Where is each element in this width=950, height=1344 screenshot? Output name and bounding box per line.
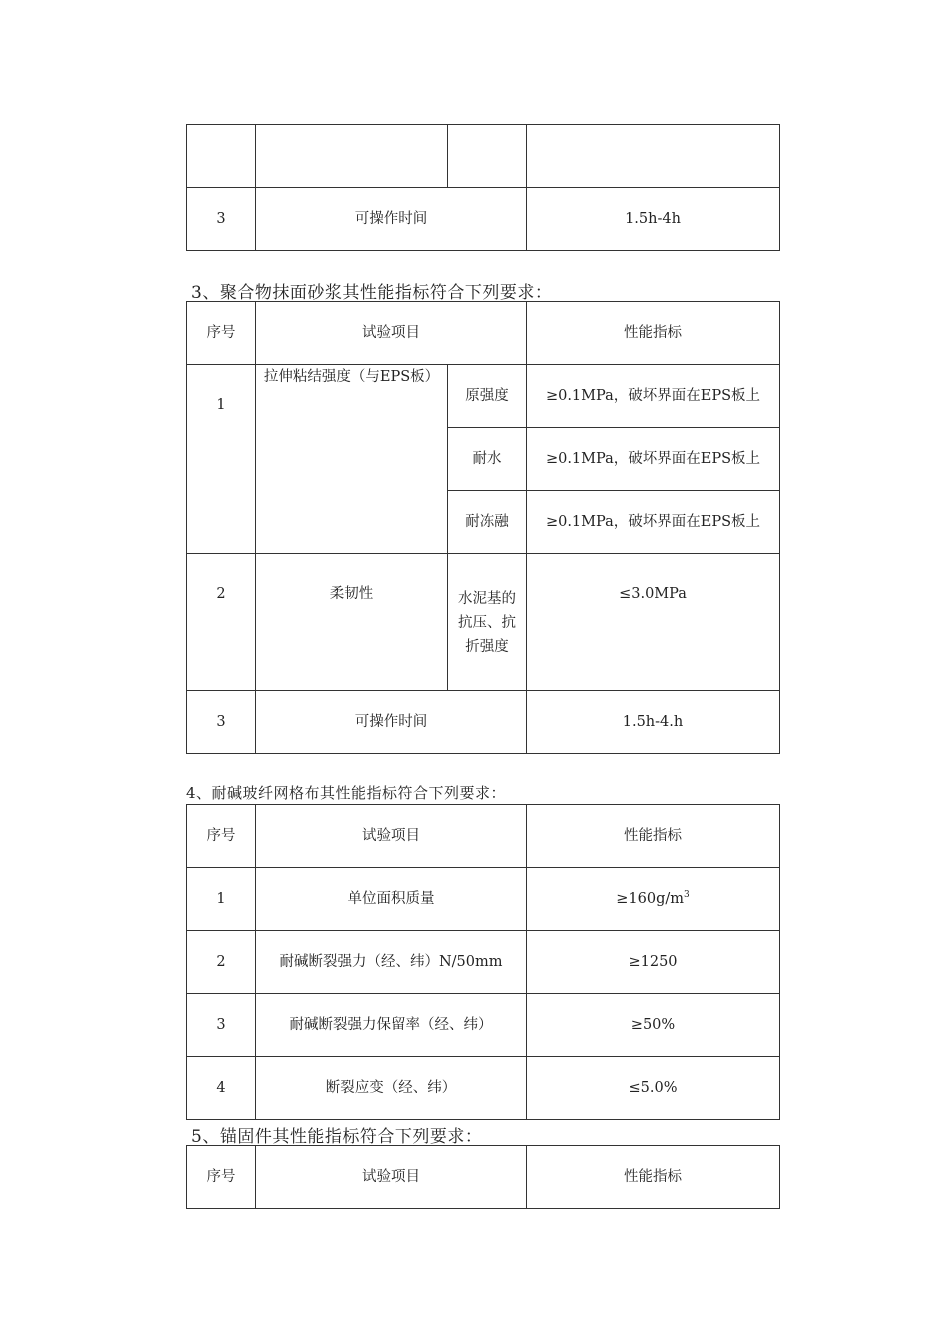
sub-item: 水泥基的抗压、抗折强度	[448, 554, 527, 691]
section-5-heading: 5、锚固件其性能指标符合下列要求：	[191, 1127, 483, 1147]
table-row	[187, 1057, 780, 1120]
table-section-4	[186, 804, 780, 1120]
section-3-heading: 3、聚合物抹面砂浆其性能指标符合下列要求：	[191, 283, 553, 303]
table-continued	[186, 124, 780, 251]
table-row	[187, 691, 780, 754]
test-item: 柔韧性	[256, 554, 448, 691]
test-item: 耐碱断裂强力（经、纬）N/50mm	[256, 931, 527, 994]
empty-cell	[448, 125, 527, 188]
performance-value: ≥0.1MPa，破坏界面在EPS板上	[527, 491, 780, 554]
header-no: 序号	[187, 805, 256, 868]
performance-value: 1.5h-4h	[527, 188, 780, 251]
header-item: 试验项目	[256, 302, 527, 365]
row-number: 3	[187, 994, 256, 1057]
test-item: 可操作时间	[256, 691, 527, 754]
header-value: 性能指标	[527, 1146, 780, 1209]
empty-cell	[187, 125, 256, 188]
performance-value: ≥1250	[527, 931, 780, 994]
table-row	[187, 188, 780, 251]
row-number: 3	[187, 188, 256, 251]
table-header-row	[187, 1146, 780, 1209]
sub-item: 原强度	[448, 365, 527, 428]
table-header-row	[187, 302, 780, 365]
row-number: 2	[187, 554, 256, 691]
section-4-heading: 4、耐碱玻纤网格布其性能指标符合下列要求：	[186, 784, 507, 802]
empty-cell	[256, 125, 448, 188]
header-value: 性能指标	[527, 805, 780, 868]
table-row	[187, 868, 780, 931]
test-item: 可操作时间	[256, 188, 527, 251]
sub-item: 耐冻融	[448, 491, 527, 554]
table-section-5	[186, 1145, 780, 1209]
table-section-3	[186, 301, 780, 754]
header-value: 性能指标	[527, 302, 780, 365]
performance-value: ≥0.1MPa，破坏界面在EPS板上	[527, 365, 780, 428]
row-number: 4	[187, 1057, 256, 1120]
test-item: 断裂应变（经、纬）	[256, 1057, 527, 1120]
test-item: 单位面积质量	[256, 868, 527, 931]
performance-value: ≥50%	[527, 994, 780, 1057]
sub-item: 耐水	[448, 428, 527, 491]
row-number: 1	[187, 868, 256, 931]
row-number: 3	[187, 691, 256, 754]
row-number: 1	[187, 365, 256, 554]
table-row	[187, 365, 780, 428]
performance-value	[527, 868, 780, 931]
table-row	[187, 994, 780, 1057]
empty-cell	[527, 125, 780, 188]
table-row	[187, 931, 780, 994]
performance-value: ≤5.0%	[527, 1057, 780, 1120]
performance-value: ≤3.0MPa	[527, 554, 780, 691]
row-number: 2	[187, 931, 256, 994]
superscript: 3	[684, 890, 690, 901]
header-no: 序号	[187, 302, 256, 365]
value-text: ≥160g/m	[616, 891, 684, 907]
test-item: 耐碱断裂强力保留率（经、纬）	[256, 994, 527, 1057]
performance-value: ≥0.1MPa，破坏界面在EPS板上	[527, 428, 780, 491]
header-item: 试验项目	[256, 1146, 527, 1209]
table-row	[187, 554, 780, 691]
performance-value: 1.5h-4.h	[527, 691, 780, 754]
header-item: 试验项目	[256, 805, 527, 868]
test-item: 拉伸粘结强度（与EPS板）	[256, 365, 448, 554]
table-header-row	[187, 805, 780, 868]
header-no: 序号	[187, 1146, 256, 1209]
